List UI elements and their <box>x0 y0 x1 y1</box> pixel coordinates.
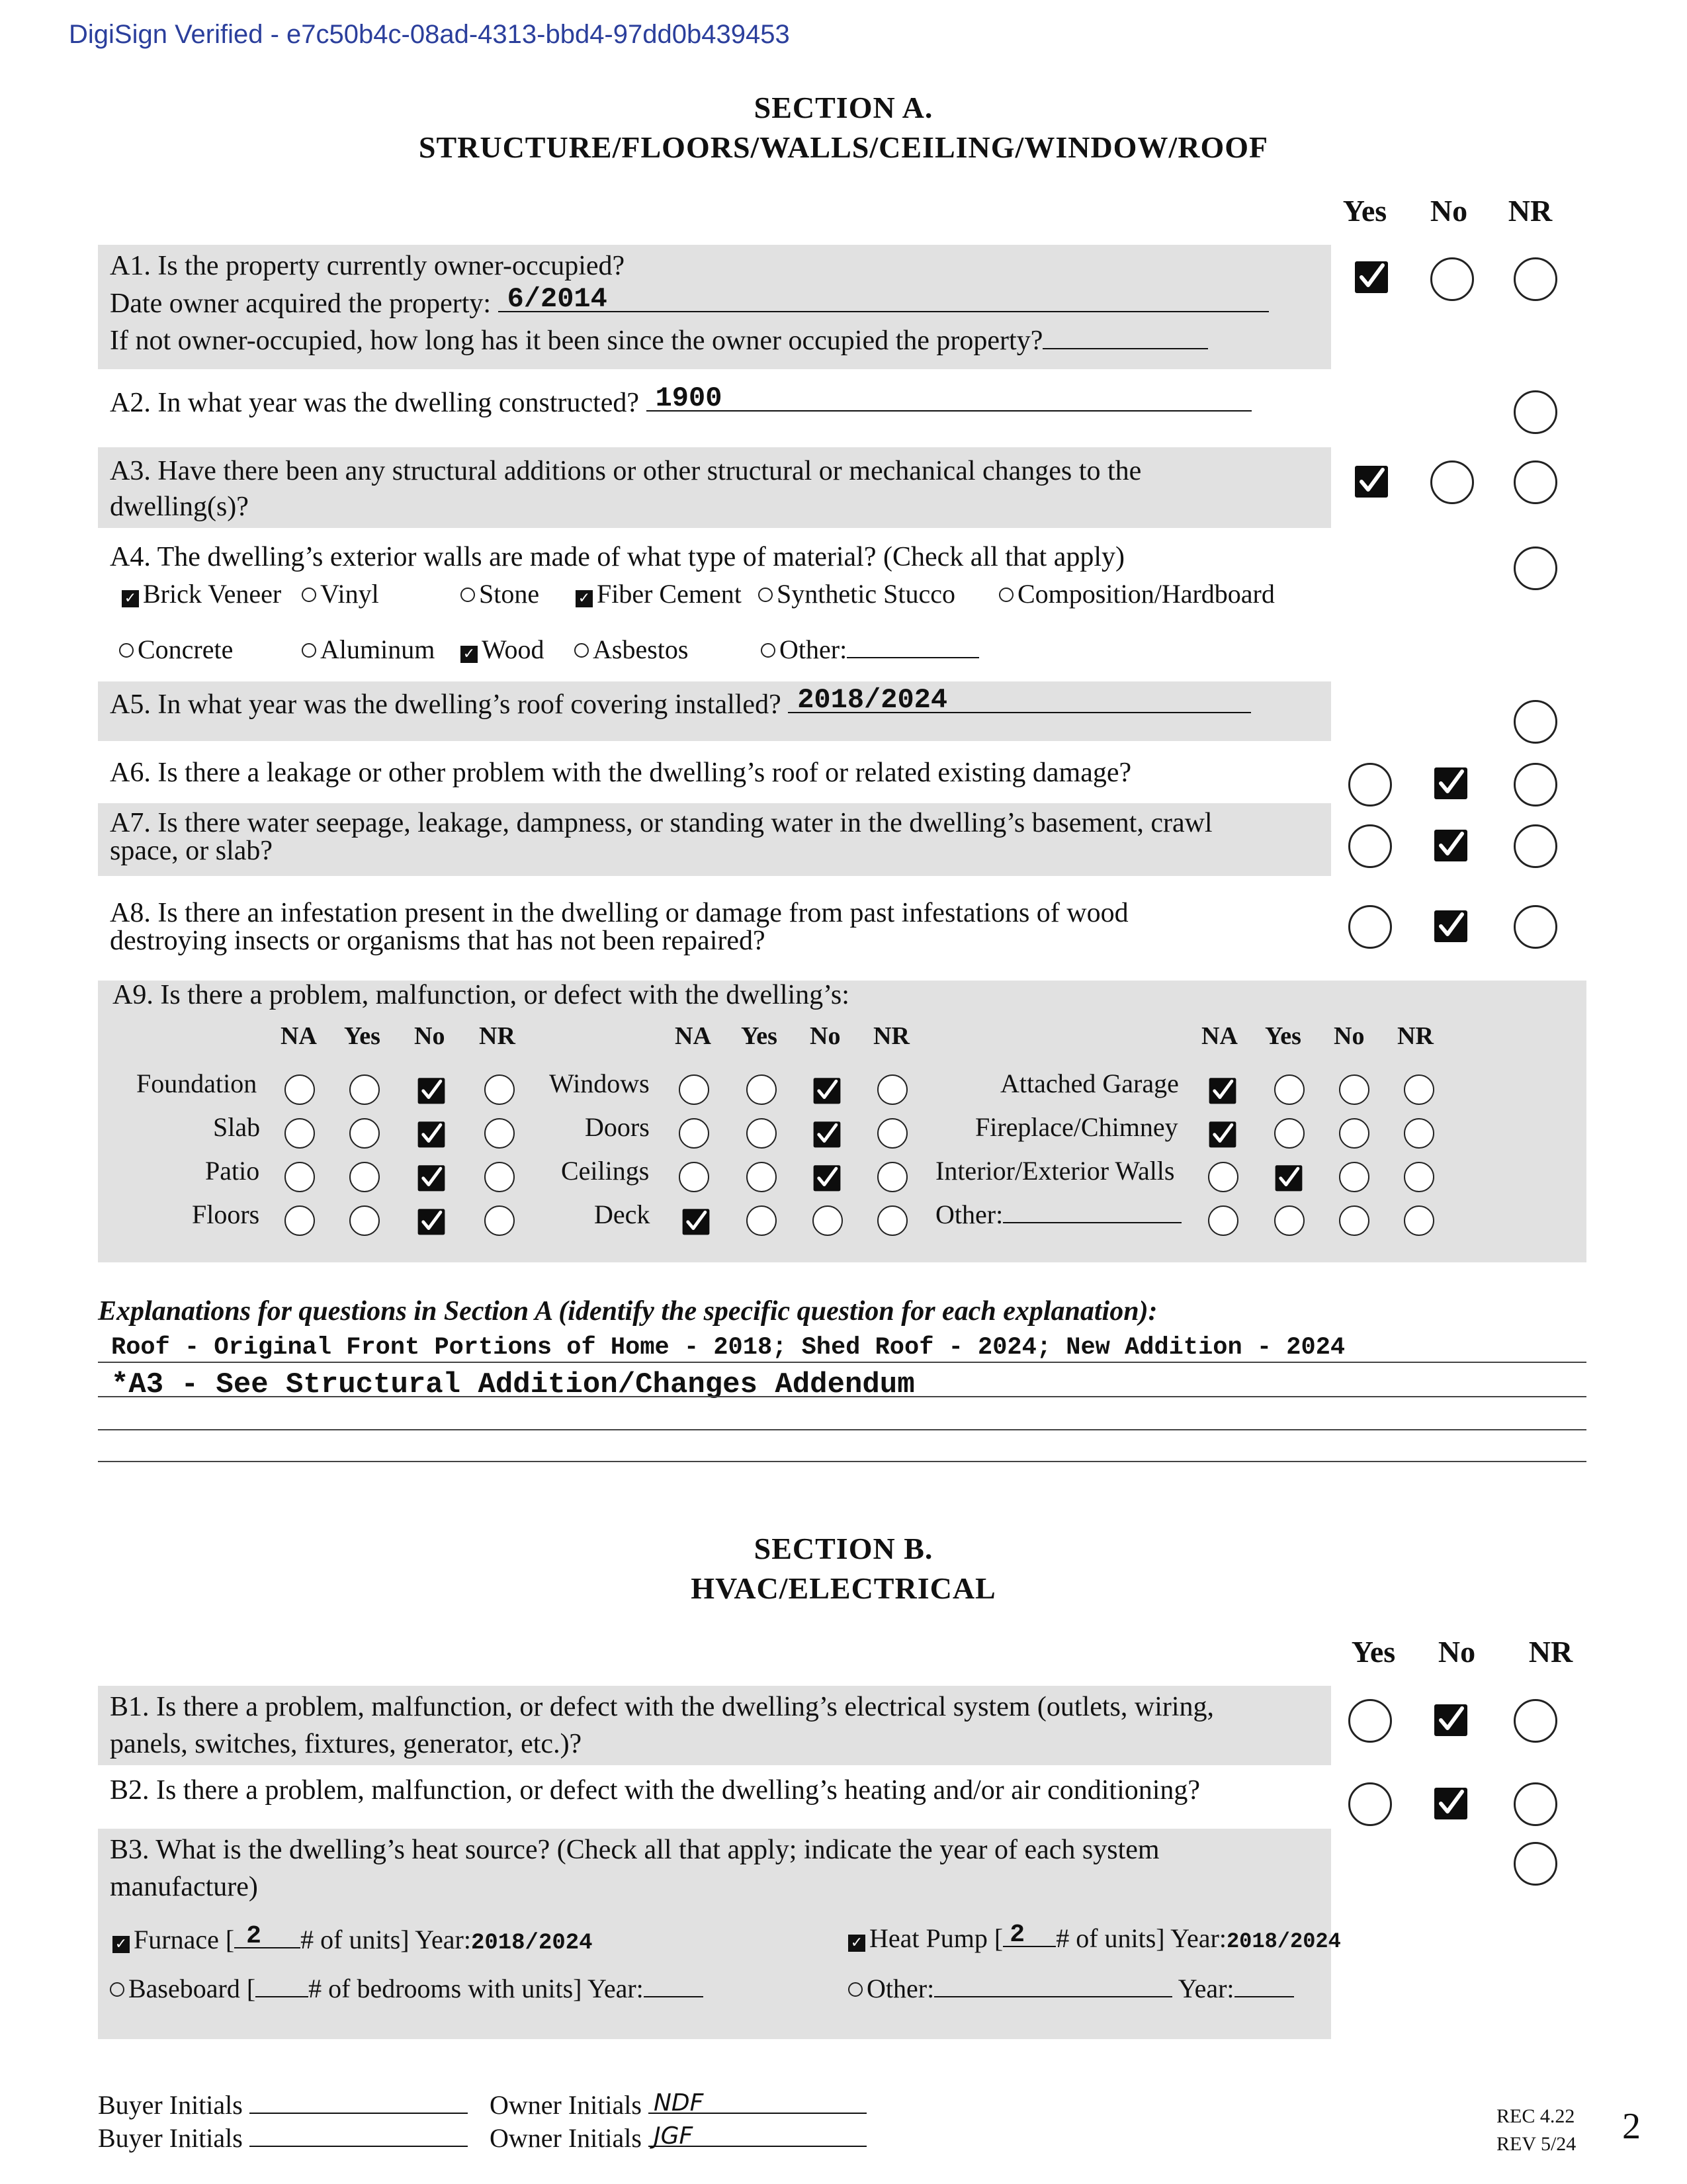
a9-garage-na-checked[interactable] <box>1208 1076 1237 1105</box>
b1-question-2: panels, switches, fixtures, generator, etc.)? <box>110 1729 582 1759</box>
a9-walls-nr[interactable] <box>1404 1162 1434 1192</box>
a4-other-field[interactable] <box>847 634 979 658</box>
a9-other-no[interactable] <box>1339 1205 1369 1236</box>
b3-heatpump-option[interactable]: ✓ Heat Pump [ 2 # of units] Year:2018/2024 <box>848 1923 1341 1958</box>
explanation-line-2[interactable]: *A3 - See Structural Addition/Changes Addendum <box>111 1368 915 1401</box>
a9-windows-no-checked[interactable] <box>812 1076 842 1105</box>
a1-question: A1. Is the property currently owner-occupied? <box>110 251 625 281</box>
buyer-initials-field[interactable] <box>249 2090 468 2114</box>
a9-doors-nr[interactable] <box>877 1118 908 1149</box>
a9-doors-no-checked[interactable] <box>812 1119 842 1149</box>
a9-fireplace-yes[interactable] <box>1274 1118 1305 1149</box>
a9-h-yes: Yes <box>344 1022 380 1050</box>
a2-value: 1900 <box>655 382 722 414</box>
explanations-heading: Explanations for questions in Section A (identify the specific question for each explanation): <box>98 1296 1158 1327</box>
owner-initials-signature-2: JGF <box>653 2122 693 2150</box>
b3-furnace-option[interactable]: ✓ Furnace [ 2 # of units] Year:2018/2024 <box>112 1924 593 1959</box>
a9-floors-nr[interactable] <box>484 1205 515 1236</box>
radio-icon <box>574 643 589 658</box>
b1-no-checked[interactable] <box>1433 1702 1469 1737</box>
col-nr-header: NR <box>1508 194 1553 228</box>
a9-other-na[interactable] <box>1208 1205 1238 1236</box>
a9-ceilings-no-checked[interactable] <box>812 1163 842 1192</box>
a8-nr-radio[interactable] <box>1514 905 1557 949</box>
a2-field[interactable] <box>646 384 1252 412</box>
a9-windows-na[interactable] <box>679 1074 709 1105</box>
a9-label-doors: Doors <box>585 1112 650 1142</box>
a9-fireplace-na-checked[interactable] <box>1208 1119 1237 1149</box>
a9-question: A9. Is there a problem, malfunction, or defect with the dwelling’s: <box>112 980 849 1010</box>
check-icon: ✓ <box>848 1935 865 1952</box>
a4-option-brick[interactable]: ✓ Brick Veneer <box>122 578 281 610</box>
a9-windows-nr[interactable] <box>877 1074 908 1105</box>
a9-slab-nr[interactable] <box>484 1118 515 1149</box>
a2-label: A2. In what year was the dwelling constructed? <box>110 388 646 418</box>
a9-h-na: NA <box>281 1022 317 1050</box>
section-b-title: SECTION B. <box>754 1532 933 1565</box>
a9-garage-no[interactable] <box>1339 1074 1369 1105</box>
a1-not-occupied-row <box>110 322 1208 359</box>
check-icon: ✓ <box>122 590 139 607</box>
radio-icon <box>302 643 316 658</box>
a1-not-occupied-label: If not owner-occupied, how long has it been since the owner occupied the property? <box>110 326 1043 356</box>
b2-nr-radio[interactable] <box>1514 1782 1557 1826</box>
a2-row <box>110 384 1252 421</box>
owner-initials-signature-1: NDF <box>653 2089 704 2117</box>
a9-h-no: No <box>414 1022 445 1050</box>
a9-ceilings-na[interactable] <box>679 1162 709 1192</box>
a9-h-yes: Yes <box>1265 1022 1301 1050</box>
b3-other-year-field[interactable] <box>1234 1974 1294 1997</box>
a9-label-slab: Slab <box>213 1112 261 1142</box>
a4-option-stone[interactable]: Stone <box>460 578 539 610</box>
b3-heatpump-units-field[interactable] <box>1003 1923 1056 1947</box>
form-revision: REV 5/24 <box>1496 2133 1577 2155</box>
a9-other-field[interactable] <box>1003 1200 1182 1223</box>
a9-foundation-yes[interactable] <box>349 1074 380 1105</box>
b-col-nr-header: NR <box>1528 1635 1573 1669</box>
b3-question-2: manufacture) <box>110 1872 258 1902</box>
a9-h-no: No <box>810 1022 841 1050</box>
a9-other-yes[interactable] <box>1274 1205 1305 1236</box>
buyer-initials-field[interactable] <box>249 2123 468 2147</box>
owner-initials-field[interactable] <box>648 2122 867 2150</box>
radio-icon <box>460 588 475 602</box>
a9-h-nr: NR <box>479 1022 515 1050</box>
b2-question: B2. Is there a problem, malfunction, or defect with the dwelling’s heating and/or air conditioning? <box>110 1775 1201 1806</box>
a3-question-1: A3. Have there been any structural additions or other structural or mechanical changes to the <box>110 456 1142 486</box>
check-icon: ✓ <box>112 1936 130 1953</box>
a1-no-radio[interactable] <box>1430 257 1474 301</box>
a7-yes-radio[interactable] <box>1348 824 1392 868</box>
b3-heatpump-units: 2 <box>1010 1921 1025 1949</box>
radio-icon <box>110 1982 124 1997</box>
a9-ceilings-yes[interactable] <box>746 1162 777 1192</box>
a9-h-na: NA <box>1201 1022 1238 1050</box>
b3-nr-radio[interactable] <box>1514 1842 1557 1886</box>
a1-nr-radio[interactable] <box>1514 257 1557 301</box>
b3-furnace-units-field[interactable] <box>234 1922 300 1950</box>
explanation-rule <box>98 1429 1586 1430</box>
a9-garage-yes[interactable] <box>1274 1074 1305 1105</box>
a6-nr-radio[interactable] <box>1514 763 1557 807</box>
section-a-title: SECTION A. <box>754 91 933 124</box>
buyer-initials-1: Buyer Initials <box>98 2089 468 2120</box>
b-col-no-header: No <box>1438 1635 1476 1669</box>
a9-label-ceilings: Ceilings <box>561 1156 650 1186</box>
a4-nr-radio[interactable] <box>1514 546 1557 590</box>
verification-stamp: DigiSign Verified - e7c50b4c-08ad-4313-bbd4-97dd0b439453 <box>69 20 790 49</box>
a4-option-fiber[interactable]: ✓ Fiber Cement <box>576 578 742 610</box>
a5-row <box>110 685 1251 723</box>
a9-slab-yes[interactable] <box>349 1118 380 1149</box>
b2-no-checked[interactable] <box>1433 1785 1469 1821</box>
a7-nr-radio[interactable] <box>1514 824 1557 868</box>
a9-label-patio: Patio <box>205 1156 260 1186</box>
radio-icon <box>119 643 134 658</box>
owner-initials-field[interactable] <box>648 2089 867 2117</box>
b1-yes-radio[interactable] <box>1348 1699 1392 1743</box>
b1-nr-radio[interactable] <box>1514 1699 1557 1743</box>
explanation-rule <box>98 1461 1586 1462</box>
a3-no-radio[interactable] <box>1430 460 1474 504</box>
a9-windows-yes[interactable] <box>746 1074 777 1105</box>
a9-garage-nr[interactable] <box>1404 1074 1434 1105</box>
a4-option-wood[interactable]: ✓ Wood <box>460 634 544 666</box>
check-icon: ✓ <box>576 590 593 607</box>
section-a-subtitle: STRUCTURE/FLOORS/WALLS/CEILING/WINDOW/ROOF <box>418 130 1269 164</box>
a9-label-windows: Windows <box>549 1069 650 1098</box>
a9-h-nr: NR <box>873 1022 910 1050</box>
a9-foundation-na[interactable] <box>284 1074 315 1105</box>
a9-patio-nr[interactable] <box>484 1162 515 1192</box>
a4-option-vinyl[interactable]: Vinyl <box>302 578 379 610</box>
a4-option-other[interactable]: Other: <box>761 634 979 666</box>
a9-walls-yes-checked[interactable] <box>1274 1163 1303 1192</box>
a4-option-aluminum[interactable]: Aluminum <box>302 634 435 666</box>
radio-icon <box>848 1982 863 1997</box>
a9-floors-no-checked[interactable] <box>417 1207 446 1236</box>
a9-fireplace-no[interactable] <box>1339 1118 1369 1149</box>
a5-nr-radio[interactable] <box>1514 700 1557 744</box>
a4-option-stucco[interactable]: Synthetic Stucco <box>758 578 955 610</box>
a9-h-yes: Yes <box>741 1022 777 1050</box>
owner-initials-1: Owner Initials NDF <box>490 2089 867 2120</box>
col-no-header: No <box>1430 194 1468 228</box>
b3-baseboard-option[interactable]: Baseboard [ # of bedrooms with units] Year: <box>110 1973 703 2005</box>
a7-no-checked[interactable] <box>1433 827 1469 863</box>
a9-deck-na-checked[interactable] <box>681 1207 711 1236</box>
a9-deck-nr[interactable] <box>877 1205 908 1236</box>
a5-label: A5. In what year was the dwelling’s roof covering installed? <box>110 689 789 720</box>
a6-no-checked[interactable] <box>1433 765 1469 801</box>
a4-option-concrete[interactable]: Concrete <box>119 634 233 666</box>
a7-question-1: A7. Is there water seepage, leakage, dampness, or standing water in the dwelling’s basement, crawl <box>110 808 1213 838</box>
explanation-line-1[interactable]: Roof - Original Front Portions of Home - 2018; Shed Roof - 2024; New Addition - 2024 <box>111 1334 1346 1362</box>
a9-floors-na[interactable] <box>284 1205 315 1236</box>
a9-deck-yes[interactable] <box>746 1205 777 1236</box>
a8-question-1: A8. Is there an infestation present in the dwelling or damage from past infestations of wood <box>110 898 1129 928</box>
a9-label-garage: Attached Garage <box>1000 1069 1179 1098</box>
radio-icon <box>302 588 316 602</box>
a9-label-fireplace: Fireplace/Chimney <box>975 1112 1178 1142</box>
a8-no-checked[interactable] <box>1433 908 1469 943</box>
b3-baseboard-year-field[interactable] <box>644 1974 703 1997</box>
a9-slab-no-checked[interactable] <box>417 1119 446 1149</box>
a9-h-no: No <box>1334 1022 1365 1050</box>
a9-h-nr: NR <box>1397 1022 1434 1050</box>
a1-not-occupied-field[interactable] <box>1043 322 1208 349</box>
a1-date-label: Date owner acquired the property: <box>110 288 498 319</box>
b3-furnace-units: 2 <box>246 1922 261 1950</box>
b3-other-field[interactable] <box>934 1974 1172 1997</box>
a7-question-2: space, or slab? <box>110 836 273 866</box>
a1-date-value: 6/2014 <box>507 283 607 315</box>
a6-yes-radio[interactable] <box>1348 763 1392 807</box>
a9-other-nr[interactable] <box>1404 1205 1434 1236</box>
check-icon: ✓ <box>460 646 478 663</box>
a8-question-2: destroying insects or organisms that has not been repaired? <box>110 926 765 956</box>
b-col-yes-header: Yes <box>1351 1635 1396 1669</box>
a1-date-row <box>110 284 1269 322</box>
explanation-rule <box>98 1396 1586 1397</box>
a1-yes-checked[interactable] <box>1354 259 1389 294</box>
a9-walls-no[interactable] <box>1339 1162 1369 1192</box>
section-b-subtitle: HVAC/ELECTRICAL <box>691 1571 996 1605</box>
buyer-initials-2: Buyer Initials <box>98 2122 468 2154</box>
b3-question-1: B3. What is the dwelling’s heat source? (Check all that apply; indicate the year of each system <box>110 1835 1160 1865</box>
explanation-rule <box>98 1362 1586 1363</box>
b1-question-1: B1. Is there a problem, malfunction, or defect with the dwelling’s electrical system (outlets, wiring, <box>110 1692 1215 1722</box>
a2-nr-radio[interactable] <box>1514 390 1557 434</box>
a8-yes-radio[interactable] <box>1348 905 1392 949</box>
a9-label-other: Other: <box>935 1199 1182 1230</box>
a1-date-field[interactable] <box>498 283 1269 315</box>
a9-ceilings-nr[interactable] <box>877 1162 908 1192</box>
a9-h-na: NA <box>675 1022 711 1050</box>
a9-walls-na[interactable] <box>1208 1162 1238 1192</box>
a4-option-asbestos[interactable]: Asbestos <box>574 634 688 666</box>
a4-question: A4. The dwelling’s exterior walls are made of what type of material? (Check all that apply) <box>110 542 1125 572</box>
radio-icon <box>999 588 1014 602</box>
b3-other-option[interactable]: Other: Year: <box>848 1973 1294 2005</box>
a9-patio-no-checked[interactable] <box>417 1163 446 1192</box>
a6-question: A6. Is there a leakage or other problem with the dwelling’s roof or related existing damage? <box>110 758 1132 788</box>
b3-furnace-year: 2018/2024 <box>470 1931 593 1956</box>
a9-patio-na[interactable] <box>284 1162 315 1192</box>
a9-foundation-nr[interactable] <box>484 1074 515 1105</box>
a3-question-2: dwelling(s)? <box>110 492 249 522</box>
a4-option-composition[interactable]: Composition/Hardboard <box>999 578 1275 610</box>
a9-floors-yes[interactable] <box>349 1205 380 1236</box>
a3-yes-checked[interactable] <box>1354 463 1389 499</box>
a9-label-foundation: Foundation <box>136 1069 257 1098</box>
a9-doors-na[interactable] <box>679 1118 709 1149</box>
a5-field[interactable] <box>788 684 1251 716</box>
radio-icon <box>761 643 775 658</box>
b3-baseboard-units-field[interactable] <box>255 1974 308 1997</box>
a3-nr-radio[interactable] <box>1514 460 1557 504</box>
a9-doors-yes[interactable] <box>746 1118 777 1149</box>
a9-foundation-no-checked[interactable] <box>417 1076 446 1105</box>
a9-slab-na[interactable] <box>284 1118 315 1149</box>
a9-patio-yes[interactable] <box>349 1162 380 1192</box>
a5-value: 2018/2024 <box>797 684 948 716</box>
b2-yes-radio[interactable] <box>1348 1782 1392 1826</box>
owner-initials-2: Owner Initials JGF <box>490 2122 867 2154</box>
a9-fireplace-nr[interactable] <box>1404 1118 1434 1149</box>
page-number: 2 <box>1622 2106 1641 2147</box>
radio-icon <box>758 588 773 602</box>
a9-label-deck: Deck <box>594 1200 650 1229</box>
b3-heatpump-year: 2018/2024 <box>1226 1929 1341 1954</box>
form-code: REC 4.22 <box>1496 2105 1575 2127</box>
col-yes-header: Yes <box>1342 194 1387 228</box>
a9-label-walls: Interior/Exterior Walls <box>935 1156 1175 1186</box>
a9-label-floors: Floors <box>192 1200 260 1229</box>
a9-deck-no[interactable] <box>812 1205 843 1236</box>
